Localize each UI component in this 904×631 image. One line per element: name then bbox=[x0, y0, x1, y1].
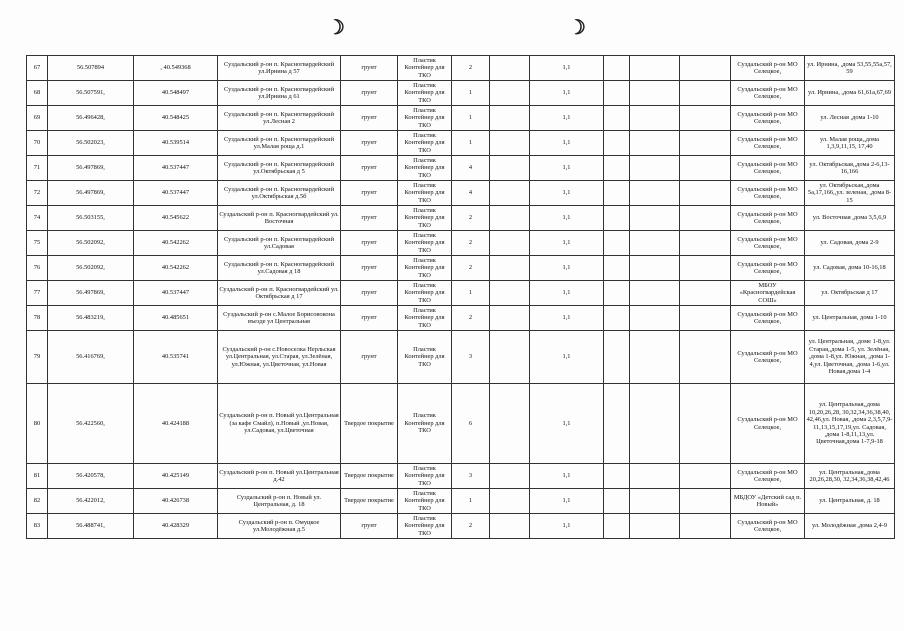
table-row bbox=[27, 306, 895, 331]
surface-type: Твердое покрытие bbox=[341, 489, 398, 514]
blank-cell bbox=[680, 56, 731, 81]
longitude: 40.548425 bbox=[134, 106, 218, 131]
surface-type: грунт bbox=[341, 306, 398, 331]
latitude: 56.497869, bbox=[48, 156, 134, 181]
blank-cell bbox=[630, 81, 680, 106]
site-address: Суздальский р-он п. Новый ул.Центральная д.42 bbox=[218, 464, 341, 489]
container-type: Пластик Контейнер для ТКО bbox=[398, 281, 452, 306]
blank-cell bbox=[490, 514, 530, 539]
latitude: 56.422012, bbox=[48, 489, 134, 514]
container-type: Пластик Контейнер для ТКО bbox=[398, 206, 452, 231]
served-addresses: ул. Ирнина, ,дома 61,61а,67,69 bbox=[805, 81, 895, 106]
blank-cell bbox=[680, 256, 731, 281]
site-address: Суздальский р-он п. Красногвардейский ул.Садовая bbox=[218, 231, 341, 256]
container-count: 2 bbox=[452, 206, 490, 231]
surface-type: Твердое покрытие bbox=[341, 384, 398, 464]
longitude: 40.537447 bbox=[134, 156, 218, 181]
row-number: 78 bbox=[27, 306, 48, 331]
latitude: 56.502092, bbox=[48, 256, 134, 281]
served-addresses: ул. Октябрьская д 17 bbox=[805, 281, 895, 306]
container-volume: 1,1 bbox=[530, 81, 604, 106]
container-type: Пластик Контейнер для ТКО bbox=[398, 256, 452, 281]
blank-cell bbox=[604, 514, 630, 539]
served-addresses: ул. Центральная, ,доме 1-8,ул. Старая,,дома 1-5, ул. Зелёная, ,дома 1-8,ул. Южная, ,дома 1-4,ул. Цветочная, ,дома 1-6,ул. Новая,дома 1-4 bbox=[805, 331, 895, 384]
blank-cell bbox=[490, 156, 530, 181]
served-addresses: ул. Восточная ,дома 3,5,6,9 bbox=[805, 206, 895, 231]
blank-cell bbox=[604, 281, 630, 306]
container-type: Пластик Контейнер для ТКО bbox=[398, 384, 452, 464]
surface-type: грунт bbox=[341, 56, 398, 81]
blank-cell bbox=[490, 131, 530, 156]
container-type: Пластик Контейнер для ТКО bbox=[398, 489, 452, 514]
longitude: 40.537447 bbox=[134, 181, 218, 206]
container-volume: 1,1 bbox=[530, 489, 604, 514]
surface-type: грунт bbox=[341, 156, 398, 181]
container-count: 2 bbox=[452, 56, 490, 81]
container-volume: 1,1 bbox=[530, 281, 604, 306]
served-addresses: ул. Центральная, д. 18 bbox=[805, 489, 895, 514]
table-row bbox=[27, 56, 895, 81]
longitude: , 40.549368 bbox=[134, 56, 218, 81]
site-address: Суздальский р-он п. Новый ул. Центральная, д. 18 bbox=[218, 489, 341, 514]
served-addresses: ул. Ирнина, ,дома 53,55,55а,57, 59 bbox=[805, 56, 895, 81]
container-count: 4 bbox=[452, 156, 490, 181]
container-count: 4 bbox=[452, 181, 490, 206]
blank-cell bbox=[630, 156, 680, 181]
row-number: 68 bbox=[27, 81, 48, 106]
blank-cell bbox=[604, 331, 630, 384]
site-owner: Суздальский р-он МО Селецкое, bbox=[731, 306, 805, 331]
blank-cell bbox=[490, 281, 530, 306]
blank-cell bbox=[604, 256, 630, 281]
latitude: 56.497869, bbox=[48, 181, 134, 206]
blank-cell bbox=[680, 514, 731, 539]
table-row bbox=[27, 489, 895, 514]
latitude: 56.502023, bbox=[48, 131, 134, 156]
longitude: 40.424188 bbox=[134, 384, 218, 464]
blank-cell bbox=[490, 331, 530, 384]
container-type: Пластик Контейнер для ТКО bbox=[398, 131, 452, 156]
blank-cell bbox=[630, 131, 680, 156]
site-address: Суздальский р-он п. Омуцкое ул.Молодёжная д.5 bbox=[218, 514, 341, 539]
blank-cell bbox=[604, 56, 630, 81]
latitude: 56.420578, bbox=[48, 464, 134, 489]
longitude: 40.542262 bbox=[134, 256, 218, 281]
site-owner: Суздальский р-он МО Селецкое, bbox=[731, 56, 805, 81]
blank-cell bbox=[604, 489, 630, 514]
site-address: Суздальский р-он с.Малое Борисовокона въезде ул Центральная bbox=[218, 306, 341, 331]
blank-cell bbox=[604, 156, 630, 181]
blank-cell bbox=[680, 206, 731, 231]
blank-cell bbox=[490, 206, 530, 231]
row-number: 70 bbox=[27, 131, 48, 156]
blank-cell bbox=[604, 206, 630, 231]
container-volume: 1,1 bbox=[530, 384, 604, 464]
served-addresses: ул. Садовая, дома 10-16,18 bbox=[805, 256, 895, 281]
site-owner: Суздальский р-он МО Селецкое, bbox=[731, 131, 805, 156]
container-volume: 1,1 bbox=[530, 56, 604, 81]
row-number: 82 bbox=[27, 489, 48, 514]
site-owner: Суздальский р-он МО Селецкое, bbox=[731, 206, 805, 231]
container-count: 3 bbox=[452, 464, 490, 489]
container-volume: 1,1 bbox=[530, 106, 604, 131]
table-row bbox=[27, 256, 895, 281]
table-row bbox=[27, 81, 895, 106]
blank-cell bbox=[630, 281, 680, 306]
longitude: 40.535741 bbox=[134, 331, 218, 384]
blank-cell bbox=[630, 514, 680, 539]
punch-mark-left: ☽ bbox=[327, 17, 345, 39]
blank-cell bbox=[604, 464, 630, 489]
table-row bbox=[27, 331, 895, 384]
container-type: Пластик Контейнер для ТКО bbox=[398, 156, 452, 181]
blank-cell bbox=[680, 156, 731, 181]
blank-cell bbox=[490, 306, 530, 331]
longitude: 40.548497 bbox=[134, 81, 218, 106]
row-number: 74 bbox=[27, 206, 48, 231]
latitude: 56.488741, bbox=[48, 514, 134, 539]
table-row bbox=[27, 281, 895, 306]
latitude: 56.507591, bbox=[48, 81, 134, 106]
table-row bbox=[27, 514, 895, 539]
container-volume: 1,1 bbox=[530, 181, 604, 206]
site-owner: Суздальский р-он МО Селецкое, bbox=[731, 514, 805, 539]
blank-cell bbox=[680, 464, 731, 489]
blank-cell bbox=[680, 331, 731, 384]
blank-cell bbox=[630, 181, 680, 206]
surface-type: грунт bbox=[341, 256, 398, 281]
container-count: 2 bbox=[452, 306, 490, 331]
site-address: Суздальский р-он п. Красногвардейский ул. Восточная bbox=[218, 206, 341, 231]
blank-cell bbox=[630, 106, 680, 131]
container-type: Пластик Контейнер для ТКО bbox=[398, 56, 452, 81]
blank-cell bbox=[680, 489, 731, 514]
blank-cell bbox=[604, 106, 630, 131]
blank-cell bbox=[680, 181, 731, 206]
container-volume: 1,1 bbox=[530, 131, 604, 156]
row-number: 80 bbox=[27, 384, 48, 464]
container-count: 1 bbox=[452, 106, 490, 131]
container-count: 1 bbox=[452, 281, 490, 306]
site-address: Суздальский р-он п. Красногвардейский ул.Октябрьская д 5 bbox=[218, 156, 341, 181]
container-volume: 1,1 bbox=[530, 514, 604, 539]
blank-cell bbox=[680, 81, 731, 106]
blank-cell bbox=[604, 181, 630, 206]
container-type: Пластик Контейнер для ТКО bbox=[398, 331, 452, 384]
row-number: 75 bbox=[27, 231, 48, 256]
blank-cell bbox=[630, 489, 680, 514]
blank-cell bbox=[604, 306, 630, 331]
longitude: 40.428329 bbox=[134, 514, 218, 539]
blank-cell bbox=[630, 384, 680, 464]
row-number: 71 bbox=[27, 156, 48, 181]
blank-cell bbox=[680, 306, 731, 331]
served-addresses: ул. Центральная,,дома 10,20,26,28, 30,32,34,36,38,40, 42,46,ул. Новая, ,дома 2,3,5,7,9-11,13,15,17,19,ул. Садовая, ,дома 1-8,11,13,ул. Цветочная,дома 1-7,9-18 bbox=[805, 384, 895, 464]
row-number: 81 bbox=[27, 464, 48, 489]
container-volume: 1,1 bbox=[530, 331, 604, 384]
blank-cell bbox=[630, 206, 680, 231]
container-type: Пластик Контейнер для ТКО bbox=[398, 181, 452, 206]
row-number: 67 bbox=[27, 56, 48, 81]
latitude: 56.503155, bbox=[48, 206, 134, 231]
row-number: 72 bbox=[27, 181, 48, 206]
longitude: 40.426738 bbox=[134, 489, 218, 514]
longitude: 40.485651 bbox=[134, 306, 218, 331]
table-row bbox=[27, 131, 895, 156]
longitude: 40.545622 bbox=[134, 206, 218, 231]
site-address: Суздальский р-он с.Новоселка Нерльская ул.Центральная, ул.Старая, ул.Зелёная, ул.Южная, ул.Цветочная, ул.Новая bbox=[218, 331, 341, 384]
surface-type: грунт bbox=[341, 281, 398, 306]
site-owner: МБОУ «Красногвардейская СОШ» bbox=[731, 281, 805, 306]
served-addresses: ул. Садовая, дома 2-9 bbox=[805, 231, 895, 256]
latitude: 56.416769, bbox=[48, 331, 134, 384]
surface-type: грунт bbox=[341, 206, 398, 231]
blank-cell bbox=[490, 464, 530, 489]
table-row bbox=[27, 106, 895, 131]
served-addresses: ул. Центральная, дома 1-10 bbox=[805, 306, 895, 331]
container-count: 2 bbox=[452, 231, 490, 256]
served-addresses: ул. Малая роща,,дома 1,3,9,11,15, 17,40 bbox=[805, 131, 895, 156]
blank-cell bbox=[680, 231, 731, 256]
blank-cell bbox=[680, 106, 731, 131]
blank-cell bbox=[490, 181, 530, 206]
surface-type: грунт bbox=[341, 106, 398, 131]
served-addresses: ул. Центральная,,дома 20,26,28,30, 32,34,36,38,42,46 bbox=[805, 464, 895, 489]
container-volume: 1,1 bbox=[530, 256, 604, 281]
blank-cell bbox=[490, 106, 530, 131]
row-number: 79 bbox=[27, 331, 48, 384]
site-owner: Суздальский р-он МО Селецкое, bbox=[731, 231, 805, 256]
site-address: Суздальский р-он п. Красногвардейский ул.Ирнина д 57 bbox=[218, 56, 341, 81]
blank-cell bbox=[630, 56, 680, 81]
surface-type: грунт bbox=[341, 181, 398, 206]
container-volume: 1,1 bbox=[530, 464, 604, 489]
container-count: 3 bbox=[452, 331, 490, 384]
blank-cell bbox=[490, 256, 530, 281]
latitude: 56.502092, bbox=[48, 231, 134, 256]
blank-cell bbox=[490, 384, 530, 464]
blank-cell bbox=[630, 464, 680, 489]
site-address: Суздальский р-он п. Красногвардейский ул.Октябрьская д.5б bbox=[218, 181, 341, 206]
site-owner: Суздальский р-он МО Селецкое, bbox=[731, 464, 805, 489]
container-sites-table bbox=[26, 55, 895, 539]
row-number: 83 bbox=[27, 514, 48, 539]
site-address: Суздальский р-он п. Красногвардейский ул. Октябрьская д 17 bbox=[218, 281, 341, 306]
container-type: Пластик Контейнер для ТКО bbox=[398, 514, 452, 539]
table-row bbox=[27, 156, 895, 181]
site-owner: Суздальский р-он МО Селецкое, bbox=[731, 81, 805, 106]
latitude: 56.507894 bbox=[48, 56, 134, 81]
site-owner: Суздальский р-он МО Селецкое, bbox=[731, 256, 805, 281]
surface-type: Твердое покрытие bbox=[341, 464, 398, 489]
blank-cell bbox=[630, 306, 680, 331]
site-address: Суздальский р-он п. Красногвардейский ул.Ирнина д 61 bbox=[218, 81, 341, 106]
blank-cell bbox=[630, 256, 680, 281]
blank-cell bbox=[680, 131, 731, 156]
container-type: Пластик Контейнер для ТКО bbox=[398, 231, 452, 256]
site-address: Суздальский р-он п. Красногвардейский ул.Малая роща д.1 bbox=[218, 131, 341, 156]
table-row bbox=[27, 181, 895, 206]
longitude: 40.425149 bbox=[134, 464, 218, 489]
served-addresses: ул. Молодёжная ,дома 2,4-9 bbox=[805, 514, 895, 539]
site-owner: Суздальский р-он МО Селецкое, bbox=[731, 331, 805, 384]
blank-cell bbox=[630, 331, 680, 384]
table-row bbox=[27, 384, 895, 464]
container-type: Пластик Контейнер для ТКО bbox=[398, 464, 452, 489]
table-row bbox=[27, 464, 895, 489]
blank-cell bbox=[490, 81, 530, 106]
row-number: 69 bbox=[27, 106, 48, 131]
surface-type: грунт bbox=[341, 331, 398, 384]
longitude: 40.542262 bbox=[134, 231, 218, 256]
container-count: 2 bbox=[452, 256, 490, 281]
blank-cell bbox=[630, 231, 680, 256]
blank-cell bbox=[680, 384, 731, 464]
latitude: 56.422560, bbox=[48, 384, 134, 464]
surface-type: грунт bbox=[341, 231, 398, 256]
site-address: Суздальский р-он п. Красногвардейский ул.Садовая д 18 bbox=[218, 256, 341, 281]
row-number: 76 bbox=[27, 256, 48, 281]
surface-type: грунт bbox=[341, 131, 398, 156]
container-volume: 1,1 bbox=[530, 206, 604, 231]
table-row bbox=[27, 231, 895, 256]
blank-cell bbox=[490, 489, 530, 514]
blank-cell bbox=[604, 81, 630, 106]
served-addresses: ул. Октябрьская,,дома 5а,17,166,,ул. зеленая, ,дома 8-15 bbox=[805, 181, 895, 206]
served-addresses: ул. Лесная ,дома 1-10 bbox=[805, 106, 895, 131]
site-owner: МБДОУ «Детский сад п. Новый» bbox=[731, 489, 805, 514]
site-address: Суздальский р-он п. Красногвардейский ул.Лесная 2 bbox=[218, 106, 341, 131]
container-type: Пластик Контейнер для ТКО bbox=[398, 106, 452, 131]
surface-type: грунт bbox=[341, 81, 398, 106]
container-volume: 1,1 bbox=[530, 231, 604, 256]
container-count: 1 bbox=[452, 131, 490, 156]
site-address: Суздальский р-он п. Новый ул.Центральная (за кафе Смайл), п.Новый ,ул.Новая, ул.Садовая, ул.Цветочная bbox=[218, 384, 341, 464]
blank-cell bbox=[604, 231, 630, 256]
container-count: 6 bbox=[452, 384, 490, 464]
longitude: 40.537447 bbox=[134, 281, 218, 306]
row-number: 77 bbox=[27, 281, 48, 306]
longitude: 40.539514 bbox=[134, 131, 218, 156]
container-count: 1 bbox=[452, 489, 490, 514]
site-owner: Суздальский р-он МО Селецкое, bbox=[731, 106, 805, 131]
container-volume: 1,1 bbox=[530, 156, 604, 181]
container-count: 1 bbox=[452, 81, 490, 106]
blank-cell bbox=[604, 384, 630, 464]
table-row bbox=[27, 206, 895, 231]
container-volume: 1,1 bbox=[530, 306, 604, 331]
container-count: 2 bbox=[452, 514, 490, 539]
table-body bbox=[27, 56, 895, 539]
surface-type: грунт bbox=[341, 514, 398, 539]
container-type: Пластик Контейнер для ТКО bbox=[398, 306, 452, 331]
blank-cell bbox=[680, 281, 731, 306]
latitude: 56.483219, bbox=[48, 306, 134, 331]
site-owner: Суздальский р-он МО Селецкое, bbox=[731, 156, 805, 181]
latitude: 56.497869, bbox=[48, 281, 134, 306]
latitude: 56.496428, bbox=[48, 106, 134, 131]
site-owner: Суздальский р-он МО Селецкое, bbox=[731, 384, 805, 464]
blank-cell bbox=[490, 231, 530, 256]
served-addresses: ул. Октябрьская,,дома 2-6,13-16,166 bbox=[805, 156, 895, 181]
blank-cell bbox=[490, 56, 530, 81]
container-type: Пластик Контейнер для ТКО bbox=[398, 81, 452, 106]
punch-mark-right: ☽ bbox=[568, 17, 586, 39]
blank-cell bbox=[604, 131, 630, 156]
site-owner: Суздальский р-он МО Селецкое, bbox=[731, 181, 805, 206]
